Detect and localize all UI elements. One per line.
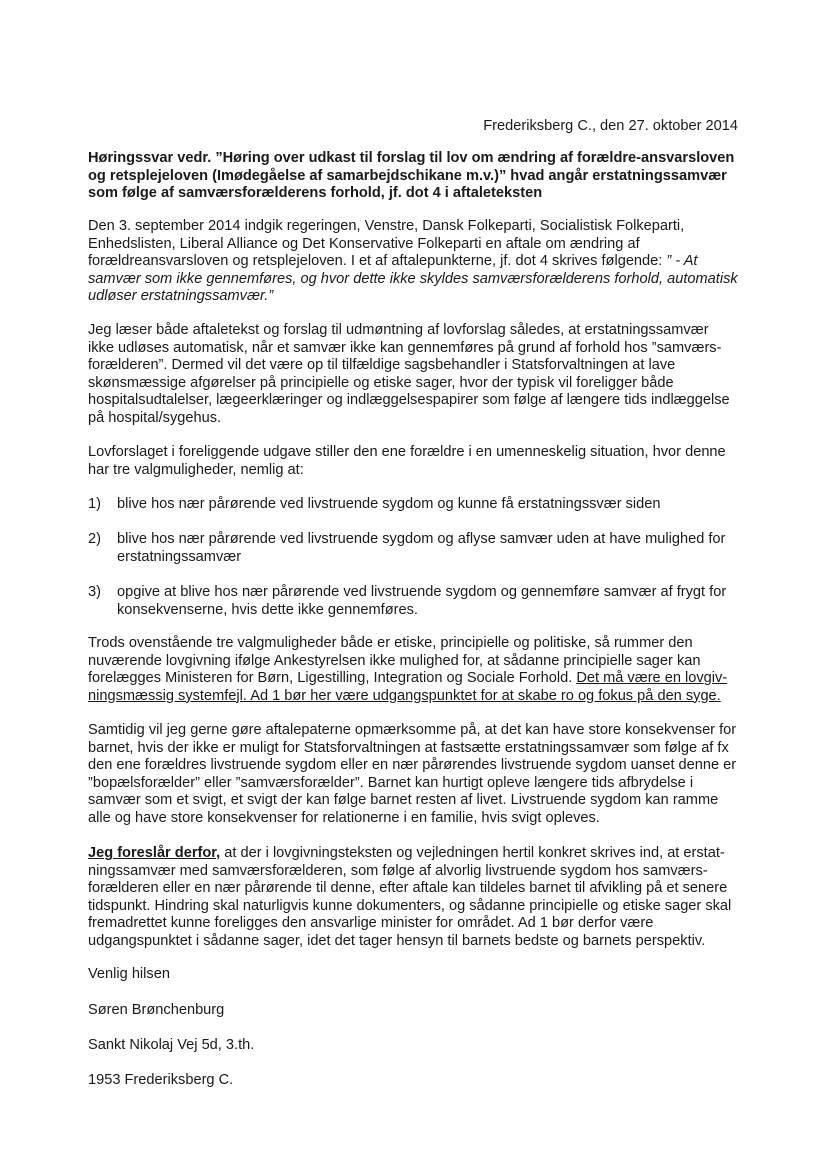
letter-subject: Høringssvar vedr. ”Høring over udkast til forslag til lov om ændring af forældre-ansvarsloven og retsplejeloven (Imødegåelse af samarbejdschikane m.v.)” hvad angår erstatningssamvær som følge af samværsforælderens forhold, jf. dot 4 i aftaleteksten <box>88 150 735 201</box>
option-number: 3) <box>88 584 101 600</box>
paragraph-interpretation: Jeg læser både aftaletekst og forslag til udmøntning af lovforslag således, at erstatningssamvær ikke udløses automatisk, når et samvær ikke kan gennemføres på grund af forhold hos ”samværs-forælderen”. Dermed vil det være op til tilfældige sagsbehandler i Statsforvaltningen at lave skønsmæssige afgørelser på principielle og etiske sager, hvor der typisk vil foreligger både hospitalsudtalelser, lægeerklæringer og indlæggelsespapirer som følge af længere tids indlæggelse på hospital/sygehus. <box>88 322 730 426</box>
paragraph-legislation <box>88 635 738 705</box>
sender-name: Søren Brønchenburg <box>88 1002 225 1018</box>
option-number: 2) <box>88 531 101 547</box>
paragraph-consequences: Samtidig vil jeg gerne gøre aftalepaterne opmærksomme på, at det kan have store konsekvenser for barnet, hvis der ikke er muligt for Statsforvaltningen at fastsætte erstatningssamvær som følge af fx den ene forældres livstruende sygdom eller en nær pårørendes livstruende sygdom uanset denne er ”bopælsforælder” eller ”samværsforælder”. Barnet kan hurtigt opleve længere tids afbrydelse i samvær som et svigt, et svigt der kan følge barnet resten af livet. Livstruende sygdom kan ramme alle og have store konsekvenser for relationerne i en familie, hvis svigt opleves. <box>88 722 737 826</box>
option-text: blive hos nær pårørende ved livstruende sygdom og kunne få erstatningssvær siden <box>117 496 661 512</box>
systemic-error-statement: Det må være en lovgiv-ningsmæssig systemfejl. Ad 1 bør her være udgangspunktet for at skabe ro og fokus på den syge. <box>88 670 728 704</box>
paragraph-legislation-text: Trods ovenstående tre valgmuligheder både er etiske, principielle og politiske, så rummer den nuværende lovgivning ifølge Ankestyrelsen ikke mulighed for, at sådanne principielle sager kan forelægges Ministeren for Børn, Ligestilling, Integration og Sociale Forhold. <box>88 635 701 686</box>
option-number: 1) <box>88 496 101 512</box>
option-text: blive hos nær pårørende ved livstruende sygdom og aflyse samvær uden at have mulighed for erstatningssamvær <box>117 531 726 565</box>
sender-street: Sankt Nikolaj Vej 5d, 3.th. <box>88 1037 255 1053</box>
proposal-text: at der i lovgivningsteksten og vejledningen hertil konkret skrives ind, at erstat-ningssamvær med samværsforælderen, som følge af alvorlig livstruende sygdom hos samværs-forælderen eller en nær pårørende til denne, efter aftale kan tildeles barnet til afvikling på et senere tidspunkt. Hindring skal naturligvis kunne dokumenters, og sådanne principielle og etiske sager skal fremadrettet kunne foreligges den ansvarlige minister for området. Ad 1 bør derfor være udgangspunktet i sådanne sager, idet det tager hensyn til barnets bedste og barnets perspektiv. <box>88 845 732 949</box>
paragraph-agreement <box>88 218 738 306</box>
closing-greeting: Venlig hilsen <box>88 966 170 982</box>
date-line: Frederiksberg C., den 27. oktober 2014 <box>483 118 738 134</box>
sender-city: 1953 Frederiksberg C. <box>88 1072 234 1088</box>
paragraph-situation: Lovforslaget i foreliggende udgave stiller den ene forældre i en umenneskelig situation, hvor denne har tre valgmuligheder, nemlig at: <box>88 444 726 478</box>
proposal-lead: Jeg foreslår derfor, <box>88 845 221 861</box>
paragraph-agreement-text: Den 3. september 2014 indgik regeringen, Venstre, Dansk Folkeparti, Socialistisk Folkeparti, Enhedslisten, Liberal Alliance og Det Konservative Folkeparti en aftale om ændring af forældreansvarsloven og retsplejeloven. I et af aftalepunkterne, jf. dot 4 skrives følgende: <box>88 218 685 269</box>
agreement-quote: ” - At samvær som ikke gennemføres, og hvor dette ikke skyldes samværsforælderens forhold, automatisk udløser erstatningssamvær.” <box>88 253 738 304</box>
option-text: opgive at blive hos nær pårørende ved livstruende sygdom og gennemføre samvær af frygt for konsekvenserne, hvis dette ikke gennemføres. <box>117 584 727 618</box>
paragraph-proposal <box>88 845 738 950</box>
